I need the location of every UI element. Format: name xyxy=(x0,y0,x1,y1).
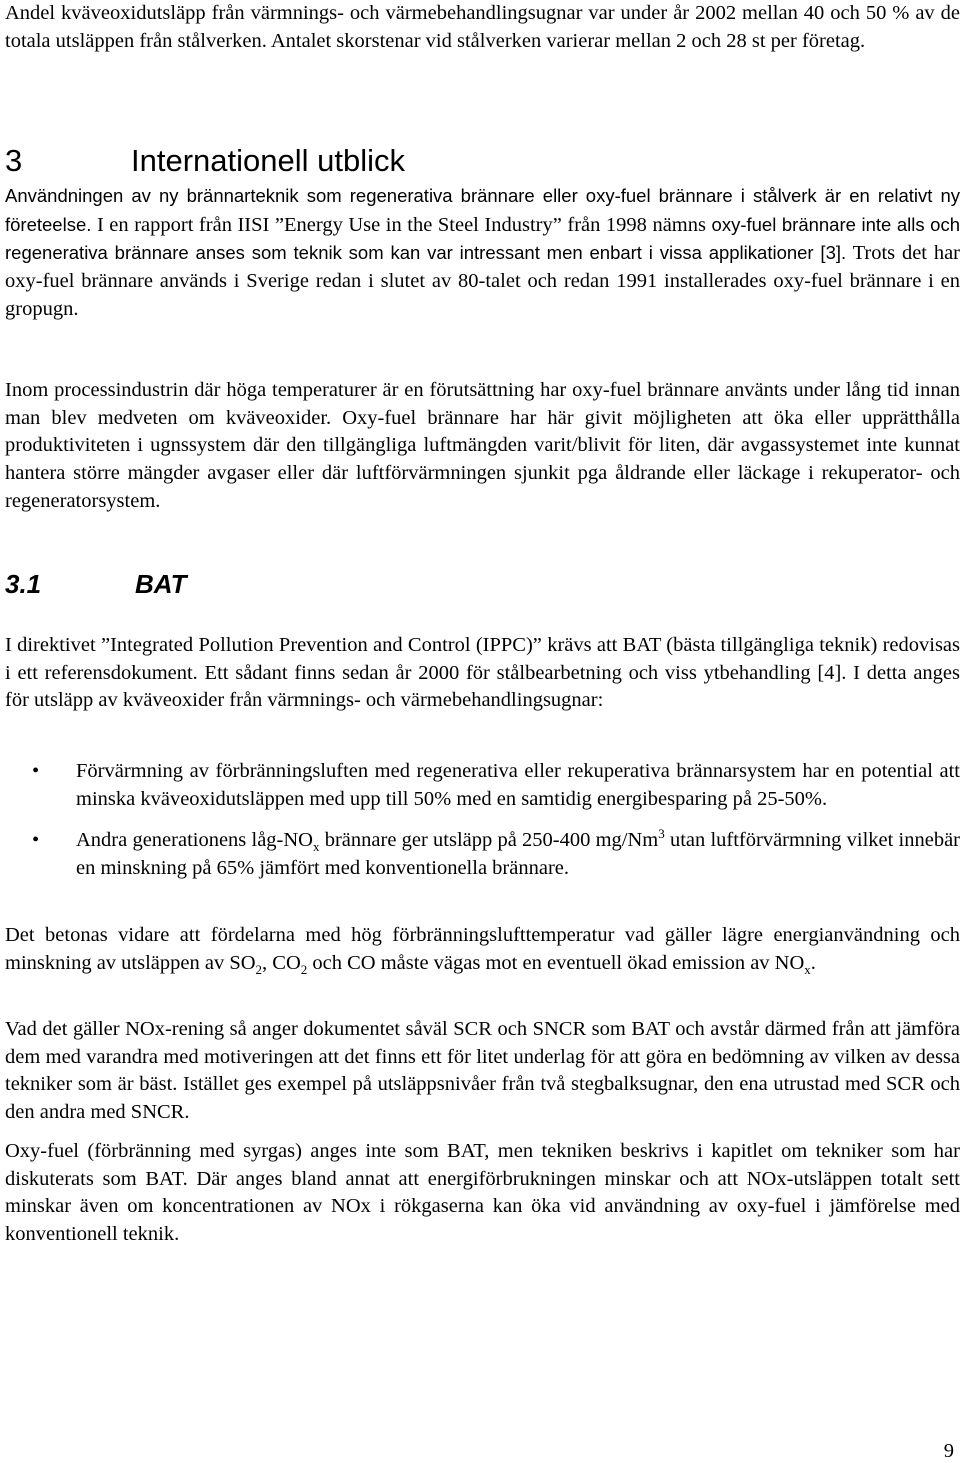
para-serif-span: I en rapport från IISI ”Energy Use in the Steel Industry” från 1998 nämns xyxy=(96,213,706,236)
text-span: . xyxy=(810,951,816,974)
intro-paragraph: Andel kväveoxidutsläpp från värmnings- och värmebehandlingsugnar var under år 2002 mellan 40 och 50 % av de totala utsläppen från stålverken. Antalet skorstenar vid stålverken varierar mellan 2 och 28 st per företag. xyxy=(5,2,960,52)
bullet-icon: • xyxy=(32,829,40,852)
para-sans-span: Användningen av ny brännarteknik som regenerativa brännare eller oxy-fuel brännare i stålverk är en relativt ny företeelse. xyxy=(5,185,960,235)
para-sans-span-2: oxy-fuel brännare inte alls och regenerativa brännare anses som teknik som kan var intressant men enbart i vissa applikationer [3]. xyxy=(5,213,960,264)
text-span: brännare ger utsläpp på 250-400 mg/Nm xyxy=(319,829,659,852)
superscript: 3 xyxy=(658,826,665,842)
bullet-text: Förvärmning av förbränningsluften med regenerativa eller rekuperativa brännarsystem har en potential att minska kväveoxidutsläppen med upp till 50% med en samtidig energibesparing på 25-50%. xyxy=(76,760,960,810)
text-span: utan luftförvärmning vilket innebär en minskning på 65% jämfört med konventionella brännare. xyxy=(76,829,960,880)
subscript: 2 xyxy=(255,961,263,977)
section-number: 3 xyxy=(5,143,23,178)
list-item xyxy=(5,827,960,882)
text-span: , CO xyxy=(262,951,301,974)
list-item xyxy=(5,758,960,813)
section-title: Internationell utblick xyxy=(131,143,405,178)
section31-paragraph-3: Vad det gäller NOx-rening så anger dokumentet såväl SCR och SNCR som BAT och avstår därmed från att jämföra dem med varandra med motiveringen att det finns ett för litet underlag för att göra en bedömning av vilken av dessa tekniker som är bäst. Istället ges exempel på utsläppsnivåer från två stegbalksugnar, den ena utrustad med SCR och den andra med SNCR. xyxy=(5,1018,960,1124)
subsection-number: 3.1 xyxy=(5,569,42,599)
text-span: Andra generationens låg-NO xyxy=(76,829,313,852)
subscript: 2 xyxy=(300,961,308,977)
bullet-text xyxy=(76,827,960,882)
bullet-list xyxy=(5,758,960,883)
section-heading-3-1 xyxy=(5,569,187,600)
section3-paragraph-1 xyxy=(5,182,960,324)
subscript: x xyxy=(313,839,320,855)
section3-paragraph-2: Inom processindustrin där höga temperaturer är en förutsättning har oxy-fuel brännare använts under lång tid innan man blev medveten om kväveoxider. Oxy-fuel brännare har här givit möjligheten att öka eller upprätthålla produktiviteten i ugnssystem där den tillgängliga luftmängden varit/blivit för liten, där avgassystemet inte kunnat hantera större mängder avgaser eller där luftförvärmningen sjunkit pga åldrande eller läckage i rekuperator- och regeneratorsystem. xyxy=(5,379,960,512)
section-heading-3 xyxy=(5,143,405,179)
text-span: och CO måste vägas mot en eventuell ökad emission av NO xyxy=(307,951,805,974)
section31-paragraph-2 xyxy=(5,922,960,977)
subscript: x xyxy=(804,961,811,977)
bullet-icon: • xyxy=(32,760,40,782)
para-serif-span-2: Trots det har oxy-fuel brännare används i Sverige redan i slutet av 80-talet och redan 1991 installerades oxy-fuel brännare i en gropugn. xyxy=(5,242,960,320)
section31-paragraph-4: Oxy-fuel (förbränning med syrgas) anges inte som BAT, men tekniken beskrivs i kapitlet om tekniker som har diskuterats som BAT. Där anges bland annat att energiförbrukningen minskar och att NOx-utsläppen totalt sett minskar även om koncentrationen av NOx i rökgaserna kan öka vid användning av oxy-fuel i jämförelse med konventionell teknik. xyxy=(5,1140,960,1246)
page-number: 9 xyxy=(943,1440,954,1462)
subsection-title: BAT xyxy=(135,569,187,599)
text-span: Det betonas vidare att fördelarna med hög förbränningslufttemperatur vad gäller lägre energianvändning och minskning av utsläppen av SO xyxy=(5,924,960,974)
section31-paragraph-1: I direktivet ”Integrated Pollution Prevention and Control (IPPC)” krävs att BAT (bästa tillgängliga teknik) redovisas i ett referensdokument. Ett sådant finns sedan år 2000 för stålbearbetning och viss ytbehandling [4]. I detta anges för utsläpp av kväveoxider från värmnings- och värmebehandlingsugnar: xyxy=(5,634,960,712)
